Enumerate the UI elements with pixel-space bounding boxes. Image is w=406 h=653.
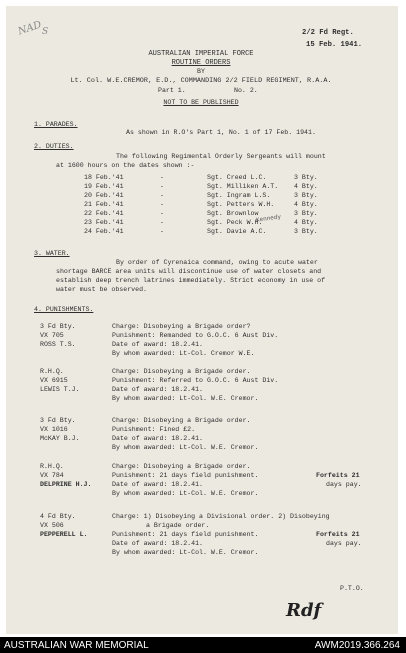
- commanding-officer: Lt. Col. W.E.CREMOR, E.D., COMMANDING 2/2 FIELD REGIMENT, R.A.A.: [70, 77, 332, 85]
- archive-footer: [0, 637, 406, 653]
- parades-text: As shown in R.O's Part 1, No. 1 of 17 Feb. 1941.: [126, 129, 316, 136]
- water-line-2: shortage BARCE area units will discontinue use of water closets and: [56, 268, 322, 275]
- duty-date: 23 Feb.'41: [84, 219, 124, 226]
- handwritten-corner-letter: S: [42, 27, 49, 37]
- punishment-charge: Charge: Disobeying a Brigade order.: [112, 463, 251, 470]
- duty-date: 18 Feb.'41: [84, 174, 124, 181]
- document-subtitle: ROUTINE ORDERS: [171, 59, 231, 67]
- header-date: 15 Feb. 1941.: [306, 41, 363, 49]
- punishment-details: [112, 418, 258, 454]
- punishment-details: [112, 369, 278, 405]
- water-line-3: establish deep trench latrines immediately. Strict economy in use of: [56, 277, 326, 284]
- offender-name: PEPPERELL L.: [40, 531, 88, 538]
- offender-unit: 3 Fd Bty.: [40, 417, 76, 424]
- duty-date: 20 Feb.'41: [84, 192, 124, 199]
- punishment-award: Punishment: Fined £2.: [112, 426, 196, 433]
- punishment-awarded-by: By whom awarded: Lt-Col. W.E. Cremor.: [112, 395, 259, 402]
- offender-unit: 3 Fd Bty.: [40, 323, 76, 330]
- offender-name: McKAY B.J.: [40, 435, 80, 442]
- duties-heading: 2. DUTIES.: [34, 143, 74, 150]
- handwritten-signature: Rdf: [286, 600, 322, 621]
- forfeit-note-days: days pay.: [326, 481, 362, 488]
- punishment-award: Punishment: Remanded to G.O.C. 6 Aust Div.: [112, 332, 279, 339]
- offender-unit: R.H.Q.: [40, 368, 64, 375]
- duty-battery: 3 Bty.: [294, 210, 318, 217]
- duty-sergeant: Sgt. Creed L.C.: [207, 174, 267, 181]
- punishments-heading: 4. PUNISHMENTS.: [34, 306, 94, 313]
- punishment-date: Date of award: 18.2.41.: [112, 481, 204, 488]
- duty-dash: -: [160, 174, 164, 181]
- offender-name: ROSS T.S.: [40, 341, 76, 348]
- offender-unit: R.H.Q.: [40, 463, 64, 470]
- duty-date: 21 Feb.'41: [84, 201, 124, 208]
- offender-number: VX 506: [40, 522, 64, 529]
- punishment-date: Date of award: 18.2.41.: [112, 386, 204, 393]
- punishment-date: Date of award: 18.2.41.: [112, 341, 204, 348]
- punishment-details: [112, 514, 330, 559]
- offender-details: [40, 464, 91, 491]
- duty-battery: 3 Bty.: [294, 228, 318, 235]
- header-unit: 2/2 Fd Regt.: [302, 29, 354, 37]
- duty-sergeant: Sgt. Petters W.H.: [207, 201, 275, 208]
- duty-date: 24 Feb.'41: [84, 228, 124, 235]
- offender-details: [40, 418, 80, 445]
- archive-name: AUSTRALIAN WAR MEMORIAL: [4, 640, 149, 651]
- punishment-charge: Charge: Disobeying a Brigade order.: [112, 417, 251, 424]
- water-line-4: water must be observed.: [56, 286, 148, 293]
- punishment-details: [112, 324, 278, 360]
- forfeit-note-days: days pay.: [326, 540, 362, 547]
- offender-unit: 4 Fd Bty.: [40, 513, 76, 520]
- duty-dash: -: [160, 219, 164, 226]
- offender-details: [40, 324, 76, 351]
- offender-number: VX 705: [40, 332, 64, 339]
- offender-number: VX 6915: [40, 377, 68, 384]
- duty-date: 22 Feb.'41: [84, 210, 124, 217]
- offender-number: VX 784: [40, 472, 64, 479]
- punishment-date: Date of award: 18.2.41.: [112, 540, 204, 547]
- distribution-notice: NOT TO BE PUBLISHED: [163, 99, 239, 106]
- duty-battery: 4 Bty.: [294, 201, 318, 208]
- punishment-charge: Charge: 1) Disobeying a Divisional order. 2) Disobeying: [112, 513, 330, 520]
- header-part: Part 1.: [158, 87, 186, 94]
- offender-name: DELPRINE H.J.: [40, 481, 92, 488]
- duties-intro-line-1: The following Regimental Orderly Sergeants will mount: [116, 153, 326, 160]
- punishment-charge: Charge: Disobeying a Brigade order?: [112, 323, 251, 330]
- duty-amendment-note: Kennedy: [255, 213, 282, 224]
- duty-dash: -: [160, 192, 164, 199]
- duty-battery: 3 Bty.: [294, 192, 318, 199]
- duty-dash: -: [160, 201, 164, 208]
- forfeit-note: Forfeits 21: [316, 472, 360, 479]
- offender-name: LEWIS T.J.: [40, 386, 80, 393]
- punishment-award: Punishment: 21 days field punishment.: [112, 472, 259, 479]
- punishment-award: Punishment: Referred to G.O.C. 6 Aust Div.: [112, 377, 279, 384]
- handwritten-corner-note: NAD: [16, 19, 43, 38]
- punishment-awarded-by: By whom awarded: Lt-Col. W.E. Cremor.: [112, 444, 259, 451]
- duty-dash: -: [160, 183, 164, 190]
- punishment-date: Date of award: 18.2.41.: [112, 435, 204, 442]
- punishment-charge-continued: a Brigade order.: [146, 522, 210, 529]
- archive-reference: AWM2019.366.264: [314, 640, 400, 651]
- punishment-awarded-by: By whom awarded: Lt-Col. W.E. Cremor.: [112, 490, 259, 497]
- duty-battery: 4 Bty.: [294, 183, 318, 190]
- punishment-details: [112, 464, 258, 500]
- duty-dash: -: [160, 228, 164, 235]
- duty-sergeant: Sgt. Milliken A.T.: [207, 183, 279, 190]
- punishment-awarded-by: By whom awarded: Lt-Col. Cremor W.E.: [112, 350, 255, 357]
- duty-row: [84, 229, 384, 238]
- routine-orders-document: [14, 14, 388, 628]
- water-heading: 3. WATER.: [34, 250, 70, 257]
- duty-sergeant: Sgt. Peck W.H.: [207, 219, 263, 226]
- forfeit-note: Forfeits 21: [316, 531, 360, 538]
- punishment-awarded-by: By whom awarded: Lt-Col. W.E. Cremor.: [112, 549, 259, 556]
- header-by: BY: [197, 68, 205, 75]
- page-turn-note: P.T.O.: [340, 585, 364, 592]
- duty-battery: 4 Bty.: [294, 219, 318, 226]
- duty-sergeant: Sgt. Davie A.C.: [207, 228, 267, 235]
- header-number: No. 2.: [234, 87, 258, 94]
- document-title: AUSTRALIAN IMPERIAL FORCE: [148, 50, 254, 58]
- parades-heading: 1. PARADES.: [34, 121, 78, 128]
- duties-intro-line-2: at 1600 hours on the dates shown :-: [56, 162, 195, 169]
- water-line-1: By order of Cyrenaica command, owing to acute water: [116, 259, 318, 266]
- duty-dash: -: [160, 210, 164, 217]
- duty-battery: 3 Bty.: [294, 174, 318, 181]
- duty-date: 19 Feb.'41: [84, 183, 124, 190]
- duty-sergeant: Sgt. Ingram L.S.: [207, 192, 271, 199]
- punishment-award: Punishment: 21 days field punishment.: [112, 531, 259, 538]
- duty-sergeant: Sgt. Brownlow: [207, 210, 259, 217]
- offender-number: VX 1016: [40, 426, 68, 433]
- punishment-charge: Charge: Disobeying a Brigade order.: [112, 368, 251, 375]
- offender-details: [40, 369, 80, 396]
- offender-details: [40, 514, 87, 541]
